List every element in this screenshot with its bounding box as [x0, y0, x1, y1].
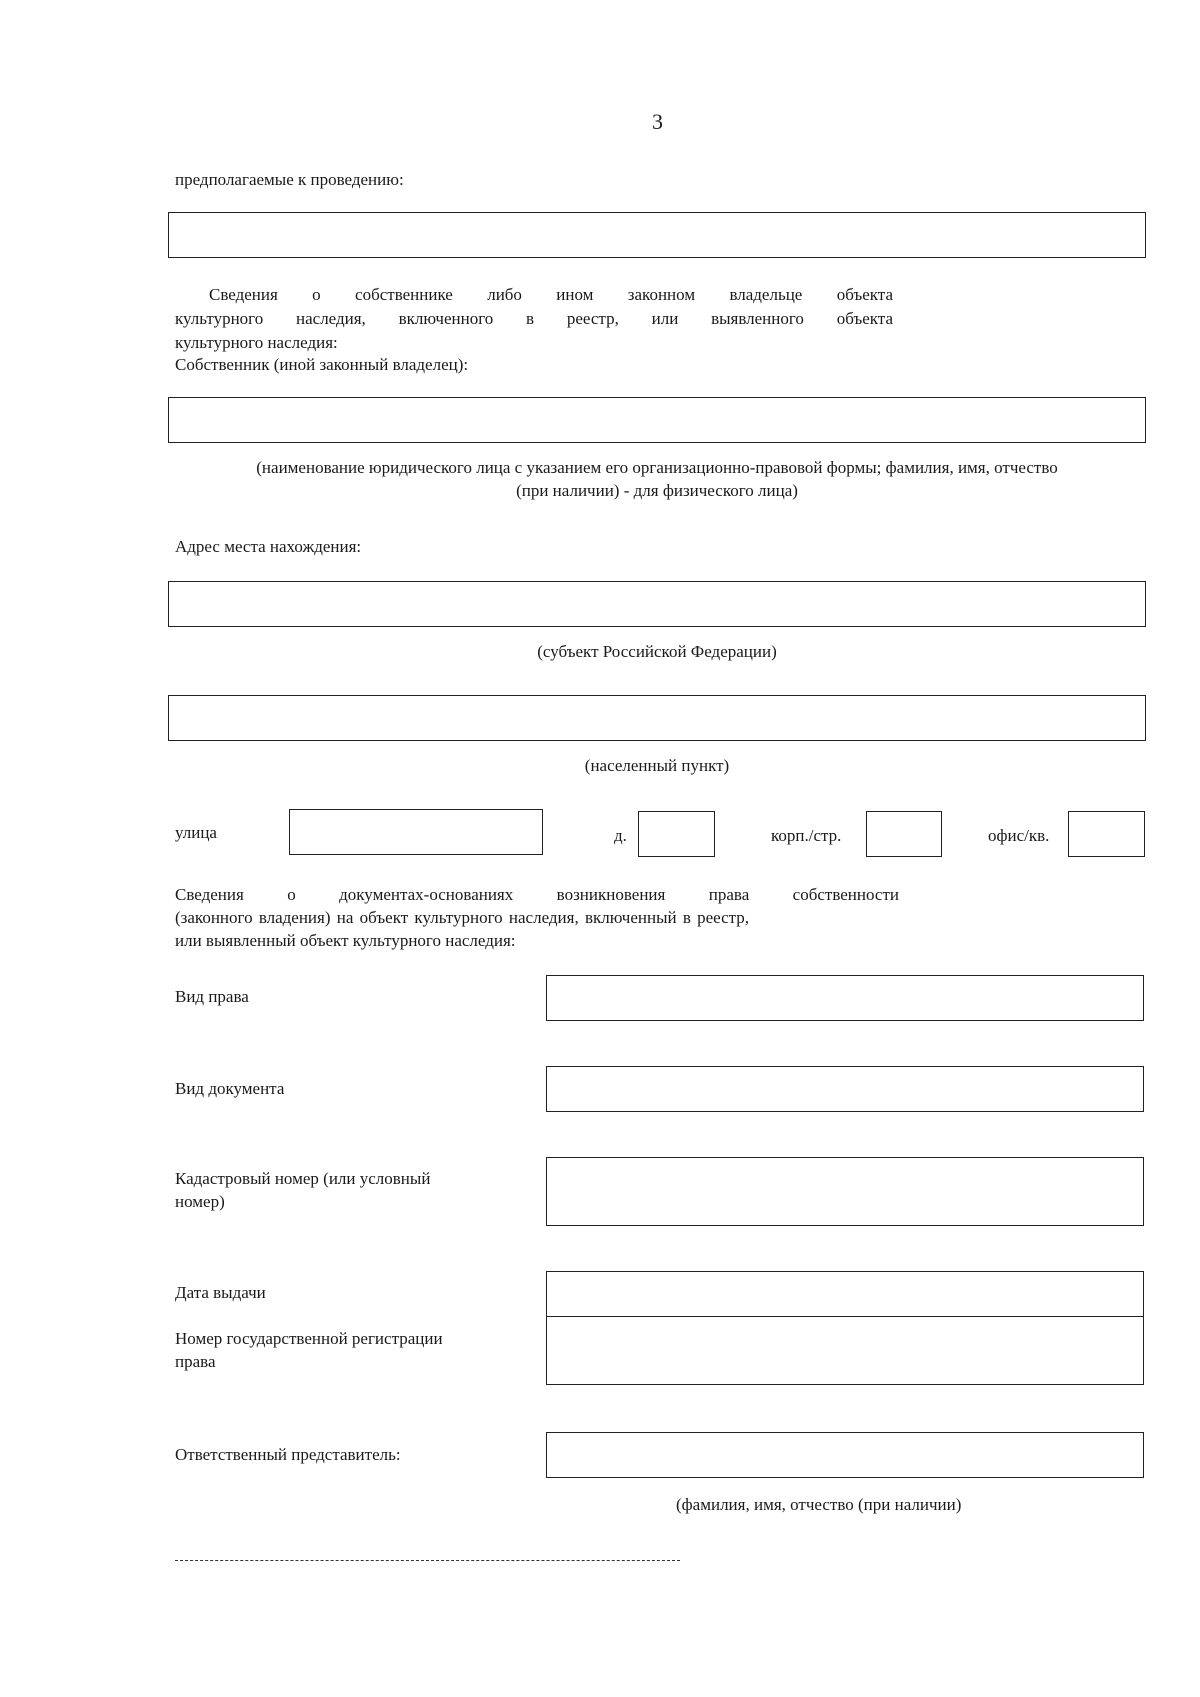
representative-hint: (фамилия, имя, отчество (при наличии) — [676, 1495, 962, 1514]
street-label: улица — [175, 823, 217, 842]
doc-type-label: Вид документа — [175, 1079, 285, 1098]
owner-label: Собственник (иной законный владелец): — [175, 355, 469, 374]
right-type-label: Вид права — [175, 987, 249, 1006]
owner-input[interactable] — [168, 397, 1146, 443]
cadastral-input[interactable] — [546, 1157, 1144, 1226]
region-input[interactable] — [168, 581, 1146, 627]
owner-hint-line2: (при наличии) - для физического лица) — [516, 481, 798, 500]
right-type-input[interactable] — [546, 975, 1144, 1021]
documents-heading-line2: (законного владения) на объект культурного наследия, включенный в реестр, — [175, 908, 750, 927]
owner-heading-line2: культурного наследия, включенного в реестр, или выявленного объекта — [175, 309, 893, 328]
building-input[interactable] — [866, 811, 942, 857]
cadastral-label-line2: номер) — [175, 1192, 225, 1211]
issue-date-input[interactable] — [546, 1271, 1144, 1317]
reg-number-input[interactable] — [546, 1316, 1144, 1385]
owner-hint-line1: (наименование юридического лица с указанием его организационно-правовой формы; фамилия, имя, отчество — [256, 458, 1058, 477]
locality-input[interactable] — [168, 695, 1146, 741]
issue-date-label: Дата выдачи — [175, 1283, 266, 1302]
building-label: корп./стр. — [771, 826, 842, 845]
reg-number-label-line1: Номер государственной регистрации — [175, 1329, 443, 1348]
page-number: 3 — [652, 109, 663, 134]
works-input[interactable] — [168, 212, 1146, 258]
reg-number-label-line2: права — [175, 1352, 216, 1371]
doc-type-input[interactable] — [546, 1066, 1144, 1112]
documents-heading-line3: или выявленный объект культурного наследия: — [175, 931, 516, 950]
cadastral-label-line1: Кадастровый номер (или условный — [175, 1169, 431, 1188]
documents-heading-line1: Сведения о документах-основаниях возникновения права собственности — [175, 885, 899, 904]
house-label: д. — [614, 826, 627, 845]
representative-input[interactable] — [546, 1432, 1144, 1478]
works-label: предполагаемые к проведению: — [175, 170, 404, 189]
representative-label: Ответственный представитель: — [175, 1445, 401, 1464]
house-input[interactable] — [638, 811, 715, 857]
owner-heading-line1: Сведения о собственнике либо ином законном владельце объекта — [209, 285, 893, 304]
owner-heading-line3: культурного наследия: — [175, 333, 338, 352]
address-label: Адрес места нахождения: — [175, 537, 362, 556]
footnote-separator — [175, 1560, 680, 1561]
office-label: офис/кв. — [988, 826, 1050, 845]
region-hint: (субъект Российской Федерации) — [537, 642, 777, 661]
street-input[interactable] — [289, 809, 543, 855]
locality-hint: (населенный пункт) — [584, 756, 730, 775]
office-input[interactable] — [1068, 811, 1145, 857]
